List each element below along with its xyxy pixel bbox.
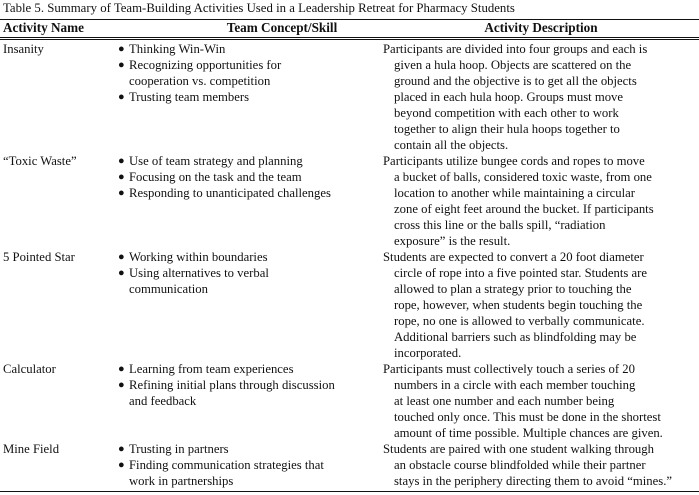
bullet-dot-icon: ● — [118, 91, 125, 103]
description-line: at least one number and each number being — [394, 394, 615, 408]
activity-description — [383, 249, 697, 361]
description-line: location to another while maintaining a circular — [394, 186, 635, 200]
description-line: contain all the objects. — [394, 138, 509, 152]
activity-description — [383, 153, 697, 249]
concept-item — [118, 41, 380, 57]
description-line: touched only once. This must be done in the shortest — [394, 410, 661, 424]
bullet-dot-icon: ● — [118, 267, 125, 279]
description-line: Additional barriers such as blindfolding may be — [394, 330, 637, 344]
concept-item — [118, 249, 380, 265]
concept-list — [118, 249, 380, 297]
description-line: zone of eight feet around the bucket. If participants — [394, 202, 654, 216]
description-line: rope, no one is allowed to verbally communicate. — [394, 314, 645, 328]
concept-item — [118, 377, 380, 409]
bullet-dot-icon: ● — [118, 379, 125, 391]
bottom-rule — [0, 491, 699, 492]
concept-text: Use of team strategy and planning — [129, 154, 303, 168]
bullet-dot-icon: ● — [118, 251, 125, 263]
activity-description — [383, 361, 697, 441]
activity-name: 5 Pointed Star — [3, 250, 75, 264]
description-line: amount of time possible. Multiple chances are given. — [394, 426, 663, 440]
concept-text: Recognizing opportunities for — [129, 58, 282, 72]
concept-text: Working within boundaries — [129, 250, 268, 264]
header-rule-double — [0, 39, 699, 40]
concept-item — [118, 361, 380, 377]
description-line: allowed to plan a strategy prior to touching the — [394, 282, 632, 296]
description-line: beyond competition with each other to work — [394, 106, 619, 120]
concept-text: Trusting team members — [129, 90, 250, 104]
concept-item — [118, 457, 380, 489]
concept-text: Learning from team experiences — [129, 362, 294, 376]
concept-item — [118, 89, 380, 105]
concept-text: communication — [129, 282, 208, 296]
activity-name: Calculator — [3, 362, 56, 376]
concept-text: Responding to unanticipated challenges — [129, 186, 331, 200]
description-line: cross this line or the balls spill, “radiation — [394, 218, 606, 232]
bullet-dot-icon: ● — [118, 443, 125, 455]
description-line: an obstacle course blindfolded while their partner — [394, 458, 646, 472]
concept-item — [118, 265, 380, 297]
header-activity-description: Activity Description — [484, 20, 598, 35]
description-line: stays in the periphery directing them to avoid “mines.” — [394, 474, 672, 488]
description-line: numbers in a circle with each member touching — [394, 378, 636, 392]
activity-description — [383, 41, 697, 153]
concept-text: Focusing on the task and the team — [129, 170, 302, 184]
concept-text: work in partnerships — [129, 474, 234, 488]
bullet-dot-icon: ● — [118, 43, 125, 55]
concept-text: Finding communication strategies that — [129, 458, 324, 472]
bullet-dot-icon: ● — [118, 187, 125, 199]
description-line: placed in each hula hoop. Groups must move — [394, 90, 624, 104]
bullet-dot-icon: ● — [118, 363, 125, 375]
concept-text: Refining initial plans through discussion — [129, 378, 335, 392]
concept-text: cooperation vs. competition — [129, 74, 271, 88]
activity-name: Mine Field — [3, 442, 60, 456]
concept-list — [118, 41, 380, 105]
concept-item — [118, 169, 380, 185]
description-line: a bucket of balls, considered toxic waste, from one — [394, 170, 652, 184]
concept-list — [118, 153, 380, 201]
concept-item — [118, 185, 380, 201]
description-line: rope, however, when students begin touching the — [394, 298, 643, 312]
description-line: Students are expected to convert a 20 foot diameter — [383, 250, 644, 264]
description-line: Participants utilize bungee cords and ropes to move — [383, 154, 645, 168]
concept-item — [118, 57, 380, 89]
concept-item — [118, 441, 380, 457]
description-line: circle of rope into a five pointed star. Students are — [394, 266, 647, 280]
concept-list — [118, 441, 380, 489]
bullet-dot-icon: ● — [118, 59, 125, 71]
description-line: Students are paired with one student walking through — [383, 442, 654, 456]
activity-name: Insanity — [3, 42, 44, 56]
activity-description — [383, 441, 697, 489]
description-line: exposure” is the result. — [394, 234, 511, 248]
table-caption: Table 5. Summary of Team-Building Activities Used in a Leadership Retreat for Pharmacy Students — [3, 1, 515, 15]
bullet-dot-icon: ● — [118, 459, 125, 471]
description-line: Participants must collectively touch a series of 20 — [383, 362, 635, 376]
header-team-concept: Team Concept/Skill — [226, 20, 338, 35]
description-line: together to align their hula hoops together to — [394, 122, 620, 136]
description-line: incorporated. — [394, 346, 462, 360]
description-line: Participants are divided into four groups and each is — [383, 42, 648, 56]
concept-text: and feedback — [129, 394, 197, 408]
header-activity-name: Activity Name — [3, 20, 84, 35]
description-line: given a hula hoop. Objects are scattered on the — [394, 58, 632, 72]
concept-text: Using alternatives to verbal — [129, 266, 269, 280]
description-line: ground and the objective is to get all the objects — [394, 74, 637, 88]
header-rule — [0, 37, 699, 38]
concept-item — [118, 153, 380, 169]
bullet-dot-icon: ● — [118, 171, 125, 183]
concept-list — [118, 361, 380, 409]
activity-name: “Toxic Waste” — [3, 154, 77, 168]
bullet-dot-icon: ● — [118, 155, 125, 167]
concept-text: Trusting in partners — [129, 442, 229, 456]
concept-text: Thinking Win-Win — [129, 42, 226, 56]
